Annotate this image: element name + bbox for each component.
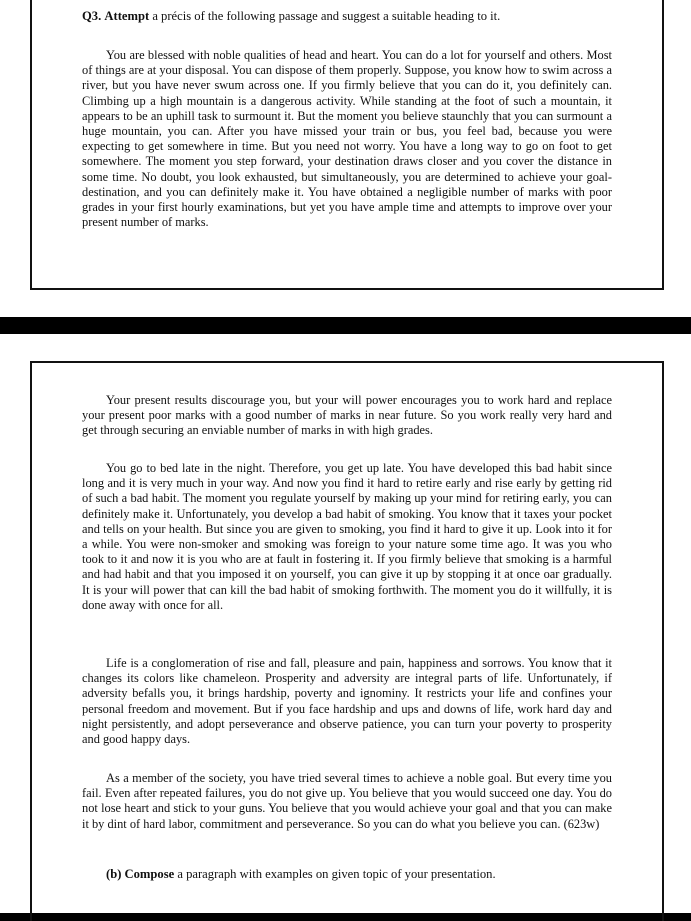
question-instruction-text: a précis of the following passage and suggest a suitable heading to it. <box>149 9 501 23</box>
page-2-border-frame <box>30 361 664 921</box>
passage-paragraph-2: Your present results discourage you, but your will power encourages you to work hard and replace your present poor marks with a good number of marks in near future. So you work really very hard and get through securing an enviable number of marks in with high grades. <box>82 393 612 438</box>
part-b-label: (b) Compose <box>106 867 175 881</box>
passage-paragraph-4: Life is a conglomeration of rise and fall, pleasure and pain, happiness and sorrows. You know that it changes its colors like chameleon. Prosperity and adversity are integral parts of life. Unfortunately, if adversity befalls you, it brings hardship, poverty and ignominy. It restricts your life and confines your personal freedom and movement. But if you face hardship and ups and downs of life, work hard day and night persistently, and adopt perseverance and observe patience, you can turn your poverty to prosperity and good happy days. <box>82 656 612 747</box>
passage-paragraph-5: As a member of the society, you have tried several times to achieve a noble goal. But every time you fail. Even after repeated failures, you do not give up. You believe that you would succeed one day. You do not lose heart and stick to your guns. You believe that you would achieve your goal and that you can make it by dint of hard labor, commitment and perseverance. So you can do what you believe you can. (623w) <box>82 771 612 831</box>
passage-paragraph-1-container <box>82 48 612 230</box>
part-b-instruction <box>106 867 496 882</box>
question-heading <box>82 9 622 24</box>
passage-paragraph-2-container <box>82 393 612 439</box>
question-instruction-verb: Attempt <box>104 9 150 23</box>
passage-paragraph-5-container <box>82 771 612 832</box>
page-1 <box>0 0 691 317</box>
part-b-text: a paragraph with examples on given topic of your presentation. <box>174 867 496 881</box>
passage-paragraph-3: You go to bed late in the night. Therefore, you get up late. You have developed this bad habit since long and it is very much in your way. And now you find it hard to retire early and rise early by getting rid of such a bad habit. The moment you regulate yourself by making up your mind for retiring early, you can definitely make it. Unfortunately, you develop a bad habit of smoking. You know that it taxes your pocket and tells on your health. But since you are given to smoking, you find it hard to give it up. Look into it for a while. You were non-smoker and smoking was foreign to your nature some time ago. It was you who took to it and now it is you who are at fault in fostering it. If you firmly believe that smoking is a harmful and had habit and that you imposed it on yourself, you can give it up by stopping it at once oar gradually. It is your will power that can kill the bad habit of smoking forthwith. The moment you do it willfully, it is done away with once for all. <box>82 461 612 612</box>
passage-paragraph-4-container <box>82 656 612 747</box>
page-2 <box>0 334 691 913</box>
passage-paragraph-3-container <box>82 461 612 613</box>
question-number: Q3. <box>82 9 102 23</box>
passage-paragraph-1: You are blessed with noble qualities of head and heart. You can do a lot for yourself and others. Most of things are at your disposal. You can dispose of them properly. Suppose, you know how to swim across a river, but you have never swum across one. If you firmly believe that you can do it, you definitely can. Climbing up a high mountain is a dangerous activity. While standing at the foot of such a mountain, it appears to be an uphill task to surmount it. But the moment you believe staunchly that you can surmount a huge mountain, you can. After you have missed your train or bus, you feel bad, because you were expecting to get somewhere in time. But you need not worry. You have a long way to go on foot to get somewhere. The moment you step forward, your destination draws closer and you cover the distance in some time. No doubt, you look exhausted, but simultaneously, you are determined to achieve your goal- destination, and you can definitely make it. You have obtained a negligible number of marks with poor grades in your first hourly examinations, but yet you have ample time and attempts to improve over your present number of marks. <box>82 48 612 230</box>
